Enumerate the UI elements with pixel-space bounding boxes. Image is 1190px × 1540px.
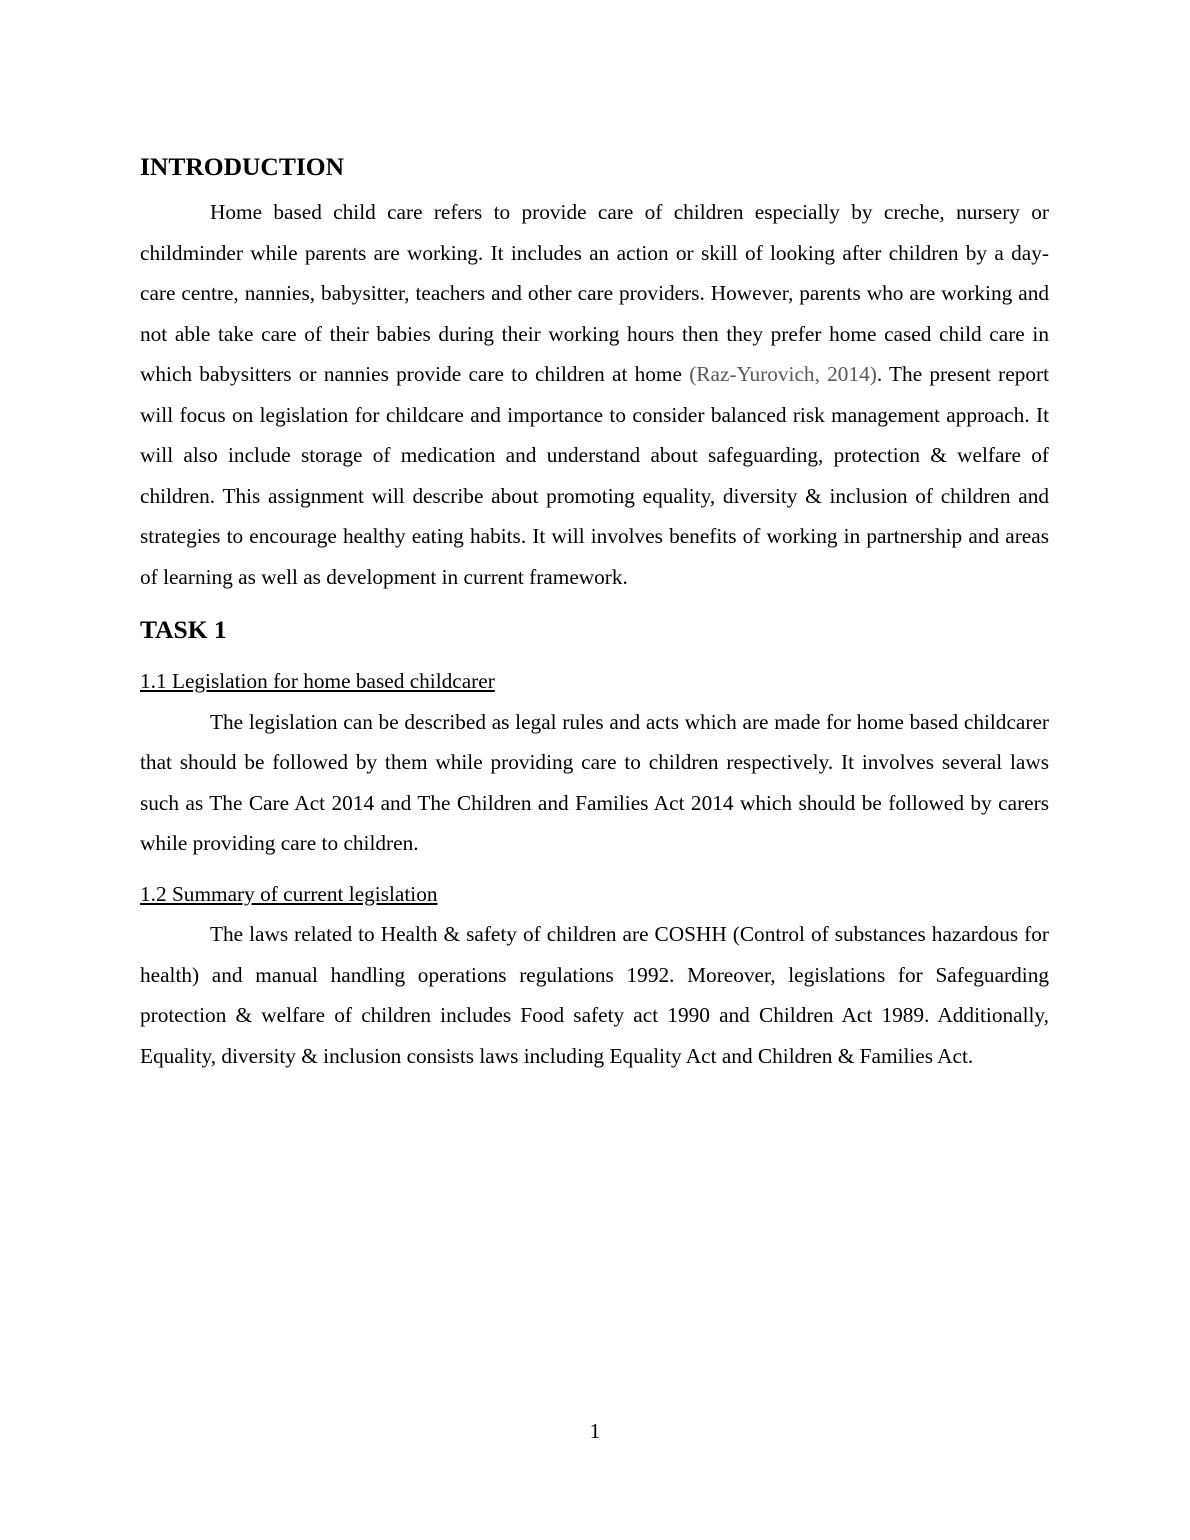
section-1-1-paragraph: The legislation can be described as legal rules and acts which are made for home based childcarer that should be followed by them while providing care to children respectively. It involves several laws such as The Care Act 2014 and The Children and Families Act 2014 which should be followed by carers while providing care to children.	[140, 709, 1049, 855]
section-1-1-title: 1.1 Legislation for home based childcarer	[140, 669, 495, 693]
page-content	[140, 148, 1049, 1076]
introduction-text-before-citation: Home based child care refers to provide care of children especially by creche, nursery or childminder while parents are working. It includes an action or skill of looking after children by a day- care centre, nannies, babysitter, teachers and other care providers. However, parents who are working and not able take care of their babies during their working hours then they prefer home cased child care in which babysitters or nannies provide care to children at home	[140, 200, 1049, 386]
page-number: 1	[589, 1419, 601, 1443]
introduction-paragraph	[140, 192, 1049, 597]
introduction-text-after-citation: . The present report will focus on legislation for childcare and importance to consider balanced risk management approach. It will also include storage of medication and understand about safeguarding, protection & welfare of children. This assignment will describe about promoting equality, diversity & inclusion of children and strategies to encourage healthy eating habits. It will involves benefits of working in partnership and areas of learning as well as development in current framework.	[140, 362, 1050, 589]
task1-heading: TASK 1	[140, 615, 227, 644]
section-1-2-paragraph: The laws related to Health & safety of children are COSHH (Control of substances hazardous for health) and manual handling operations regulations 1992. Moreover, legislations for Safeguarding protection & welfare of children includes Food safety act 1990 and Children Act 1989. Additionally, Equality, diversity & inclusion consists laws including Equality Act and Children & Families Act.	[140, 922, 1049, 1068]
introduction-heading: INTRODUCTION	[140, 152, 345, 181]
section-1-2-title: 1.2 Summary of current legislation	[140, 881, 438, 906]
introduction-citation: (Raz-Yurovich, 2014)	[689, 362, 877, 386]
